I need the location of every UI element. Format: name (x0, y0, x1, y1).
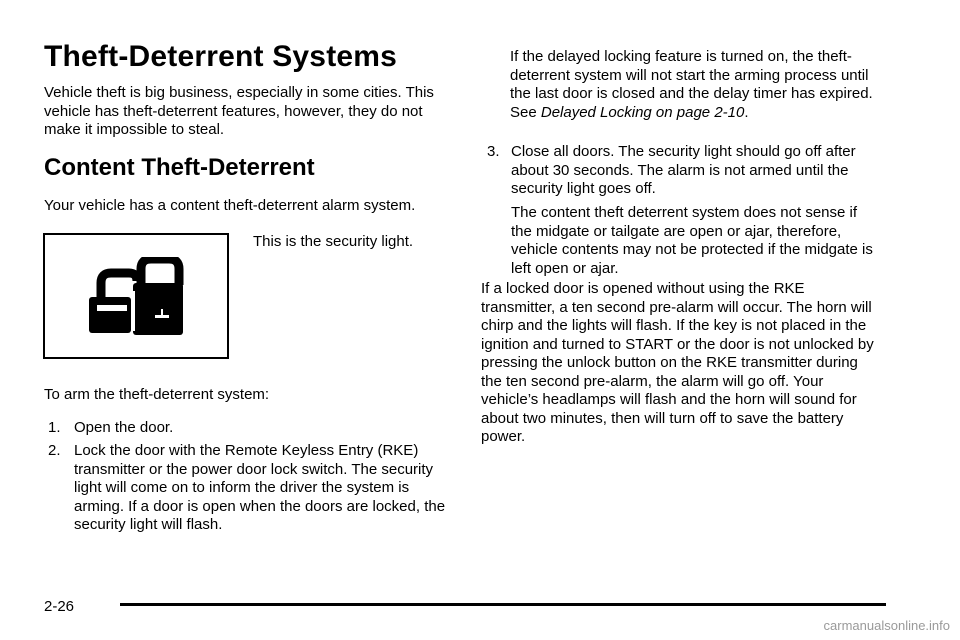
delayed-locking-text: If the delayed locking feature is turned on, the theft-deterrent system will not start the arming process until the last door is closed and the delay timer has expired. See (510, 48, 873, 121)
step-text: Close all doors. The security light should go off after about 30 seconds. The alarm is not armed until the security light goes off. (511, 143, 856, 197)
step-text: Lock the door with the Remote Keyless Entry (RKE) transmitter or the power door lock switch. The security light will come on to inform the driver the system is arming. If a door is open when the doors are locked, the security light will flash. (74, 442, 446, 533)
step-number: 2. (48, 442, 61, 459)
watermark: carmanualsonline.info (823, 618, 950, 633)
delayed-locking-end: . (744, 103, 749, 121)
step-number: 1. (48, 419, 61, 436)
arm-intro: To arm the theft-deterrent system: (44, 386, 270, 403)
page-heading: Theft-Deterrent Systems (44, 40, 398, 73)
page-number: 2-26 (44, 598, 75, 615)
section-heading: Content Theft-Deterrent (44, 154, 315, 181)
step-text: Open the door. (74, 419, 174, 436)
step-number: 3. (487, 143, 500, 160)
delayed-locking-paragraph (510, 48, 890, 122)
cross-reference: Delayed Locking on page 2-10 (540, 103, 745, 121)
footer-rule (120, 603, 886, 606)
icon-caption: This is the security light. (253, 233, 414, 250)
midgate-paragraph: The content theft deterrent system does not sense if the midgate or tailgate are open or ajar, therefore, vehicle contents may not be protected if the midgate is left open or ajar. (511, 204, 873, 277)
security-light-figure (43, 233, 229, 359)
intro-paragraph: Vehicle theft is big business, especially in some cities. This vehicle has theft-deterrent features, however, they do not make it impossible to steal. (44, 84, 434, 138)
pre-alarm-paragraph: If a locked door is opened without using the RKE transmitter, a ten second pre-alarm will occur. The horn will chirp and the lights will flash. If the key is not placed in the ignition and turned to START or the door is not unlocked by pressing the unlock button on the RKE transmitter during the ten second pre-alarm, the alarm will go off. Your vehicle’s headlamps will flash and the horn will sound for about two minutes, then will turn off to save the battery power. (481, 280, 874, 445)
security-light-lock-icon (89, 257, 185, 339)
content-intro-paragraph: Your vehicle has a content theft-deterrent alarm system. (44, 197, 416, 214)
